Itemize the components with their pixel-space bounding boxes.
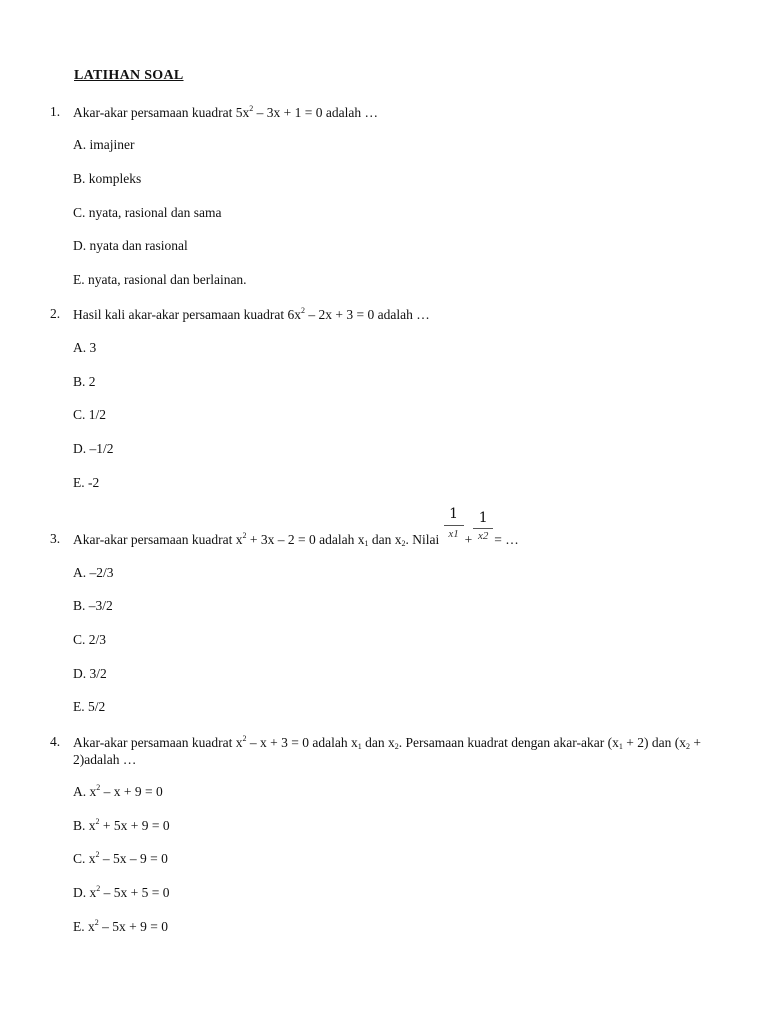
- option-d: D. –1/2: [73, 441, 114, 456]
- option-c: C. $x^2 - 5x - 9 = 0$: [73, 850, 168, 866]
- option-a: A. –2/3: [73, 565, 114, 580]
- option-b: B. $x^2 + 5x + 9 = 0$: [73, 817, 170, 833]
- option-a: A. $x^2 - x + 9 = 0$: [73, 783, 163, 799]
- fraction-1-over-x2: $\frac{1}{x2}$: [473, 532, 493, 546]
- option-b: B. kompleks: [73, 171, 142, 186]
- question-text: Akar-akar persamaan kuadrat $5x^2 - 3x + 1 = 0$ adalah …: [73, 104, 378, 120]
- option-a: A. imajiner: [73, 137, 135, 152]
- worksheet-title: LATIHAN SOAL: [74, 68, 184, 83]
- option-d: D. $x^2 - 5x + 5 = 0$: [73, 884, 170, 900]
- question-number: 3.: [50, 531, 61, 546]
- question-number: 4.: [50, 734, 61, 749]
- question-text: Akar-akar persamaan kuadrat $x^2 - x + 3 = 0$ adalah $x_1$ dan $x_2$. Persamaan kuadrat dengan akar-akar $(x_1 + 2)$ dan ($x_2$ + 2)adalah …: [73, 734, 701, 767]
- fraction-1-over-x1: $\frac{1}{x1}$: [444, 532, 464, 546]
- option-c: C. 2/3: [73, 632, 107, 647]
- option-d: D. 3/2: [73, 666, 107, 681]
- option-b: B. 2: [73, 374, 96, 389]
- question-number: 2.: [50, 306, 61, 321]
- option-e: E. $x^2 - 5x + 9 = 0$: [73, 918, 168, 934]
- question-text: Akar-akar persamaan kuadrat $x^2 + 3x - 2 = 0$ adalah $x_1$ dan $x_2$. Nilai $\frac{1}{x1}$ + $\frac{1}{x2}$ = …: [73, 506, 519, 548]
- option-c: C. nyata, rasional dan sama: [73, 205, 222, 220]
- option-e: E. 5/2: [73, 699, 106, 714]
- question-number: 1.: [50, 104, 61, 119]
- option-d: D. nyata dan rasional: [73, 238, 188, 253]
- question-text: Hasil kali akar-akar persamaan kuadrat $6x^2 - 2x + 3 = 0$ adalah …: [73, 306, 430, 322]
- option-a: A. 3: [73, 340, 97, 355]
- option-e: E. -2: [73, 475, 100, 490]
- option-b: B. –3/2: [73, 598, 113, 613]
- option-c: C. 1/2: [73, 407, 107, 422]
- option-e: E. nyata, rasional dan berlainan.: [73, 272, 247, 287]
